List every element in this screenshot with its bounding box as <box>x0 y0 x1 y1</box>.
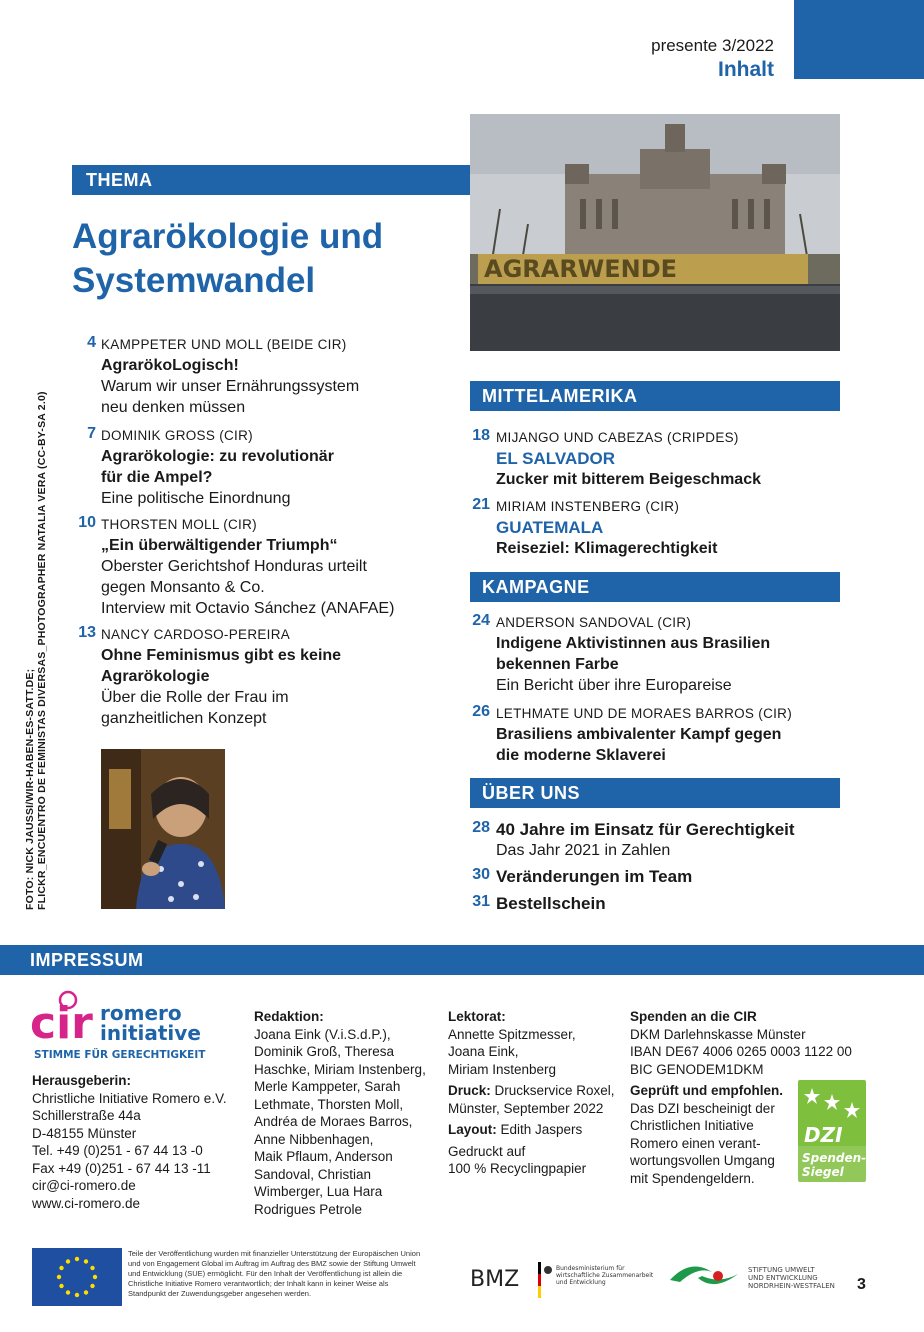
section-bar-ueber-uns: ÜBER UNS <box>470 778 840 808</box>
email-link[interactable]: cir@ci-romero.de <box>32 1178 136 1193</box>
eu-flag-icon <box>32 1248 122 1306</box>
svg-text:Spenden-: Spenden- <box>802 1151 867 1165</box>
website-link[interactable]: www.ci-romero.de <box>32 1195 141 1211</box>
svg-text:DZI: DZI <box>804 1123 843 1147</box>
svg-text:STIMME FÜR GERECHTIGKEIT: STIMME FÜR GERECHTIGKEIT <box>34 1049 206 1061</box>
dzi-seal <box>798 1080 866 1182</box>
svg-text:NORDRHEIN-WESTFALEN: NORDRHEIN-WESTFALEN <box>748 1282 835 1290</box>
svg-text:und Entwicklung: und Entwicklung <box>556 1279 606 1286</box>
thema-bar: THEMA <box>72 165 470 195</box>
svg-text:Siegel: Siegel <box>802 1165 844 1179</box>
funding-note: Teile der Veröffentlichung wurden mit finanzieller Unterstützung der Europäischen Union und von Engagement Global im Auftrag im Auftrag des BMZ sowie der Stiftung Umwelt und Entwicklung (SUE) ermöglicht. Für den Inhalt der Veröffentlichung ist allein die Christliche Initiative Romero verantwortlich; der Inhalt kann in keiner Weise als Standpunkt der Zuwendungsgeber angesehen werden. <box>128 1249 421 1298</box>
impressum-herausgeberin: Herausgeberin: Christliche Initiative Romero e.V. Schillerstraße 44a D-48155 Münster Tel. +49 (0)251 - 67 44 13 -0 Fax +49 (0)251 - 67 44 13 -11 cir@ci-romero.de www.ci-romero.de <box>32 1073 227 1211</box>
impressum-bar: IMPRESSUM <box>0 945 924 975</box>
section-bar-mittelamerika: MITTELAMERIKA <box>470 381 840 411</box>
svg-text:BMZ: BMZ <box>470 1267 520 1292</box>
svg-text:romero: romero <box>100 1001 182 1025</box>
impressum-lektorat: Lektorat: Annette Spitzmesser, Joana Eink, Miriam Instenberg Druck: Druckservice Roxel, Münster, September 2022 Layout: Edith Jaspers Gedruckt auf 100 % Recyclingpapier <box>448 1009 615 1176</box>
svg-text:wirtschaftliche Zusammenarbeit: wirtschaftliche Zusammenarbeit <box>556 1272 654 1279</box>
cir-logo <box>30 990 230 1062</box>
corner-accent <box>794 0 924 79</box>
svg-text:STIFTUNG UMWELT: STIFTUNG UMWELT <box>748 1266 815 1274</box>
stiftung-logo <box>668 1258 844 1298</box>
section-title: Inhalt <box>718 58 774 81</box>
svg-text:cir: cir <box>30 998 93 1049</box>
section-bar-kampagne: KAMPAGNE <box>470 572 840 602</box>
issue-label: presente 3/2022 <box>651 36 774 55</box>
svg-text:initiative: initiative <box>100 1021 201 1045</box>
reichstag-photo <box>470 114 840 351</box>
bmz-logo <box>470 1258 654 1304</box>
photo-credit: FOTO: NICK JAUSSI/WIR-HABEN-ES-SATT.DE; FLICKR_ENCUENTRO DE FEMINISTAS DIVERSAS_PHOTOGRAPHER NATALIA VERA (CC-BY-SA 2.0) <box>24 391 48 910</box>
impressum-spenden: Spenden an die CIR DKM Darlehnskasse Münster IBAN DE67 4006 0265 0003 1122 00 BIC GENODEM1DKM Geprüft und empfohlen. Das DZI bescheinigt der Christlichen Initiative Romero einen verant- wortungsvollen Umgang mit Spendengeldern. <box>630 1009 852 1186</box>
svg-text:Bundesministerium für: Bundesministerium für <box>556 1265 625 1272</box>
page-number: 3 <box>857 1276 866 1293</box>
svg-text:UND ENTWICKLUNG: UND ENTWICKLUNG <box>748 1274 818 1282</box>
protest-banner-text: AGRARWENDE <box>484 255 678 283</box>
portrait-photo <box>101 749 225 909</box>
page-headline: Agrarökologie und Systemwandel <box>72 217 384 300</box>
impressum-redaktion: Redaktion: Joana Eink (V.i.S.d.P.), Dominik Groß, Theresa Haschke, Miriam Instenberg, Merle Kamppeter, Sarah Lethmate, Thorsten Moll, Andréa de Moraes Barros, Anne Nibbenhagen, Maik Pflaum, Anderson Sandoval, Christian Wimberger, Lua Hara Rodrigues Petrole <box>254 1009 426 1217</box>
